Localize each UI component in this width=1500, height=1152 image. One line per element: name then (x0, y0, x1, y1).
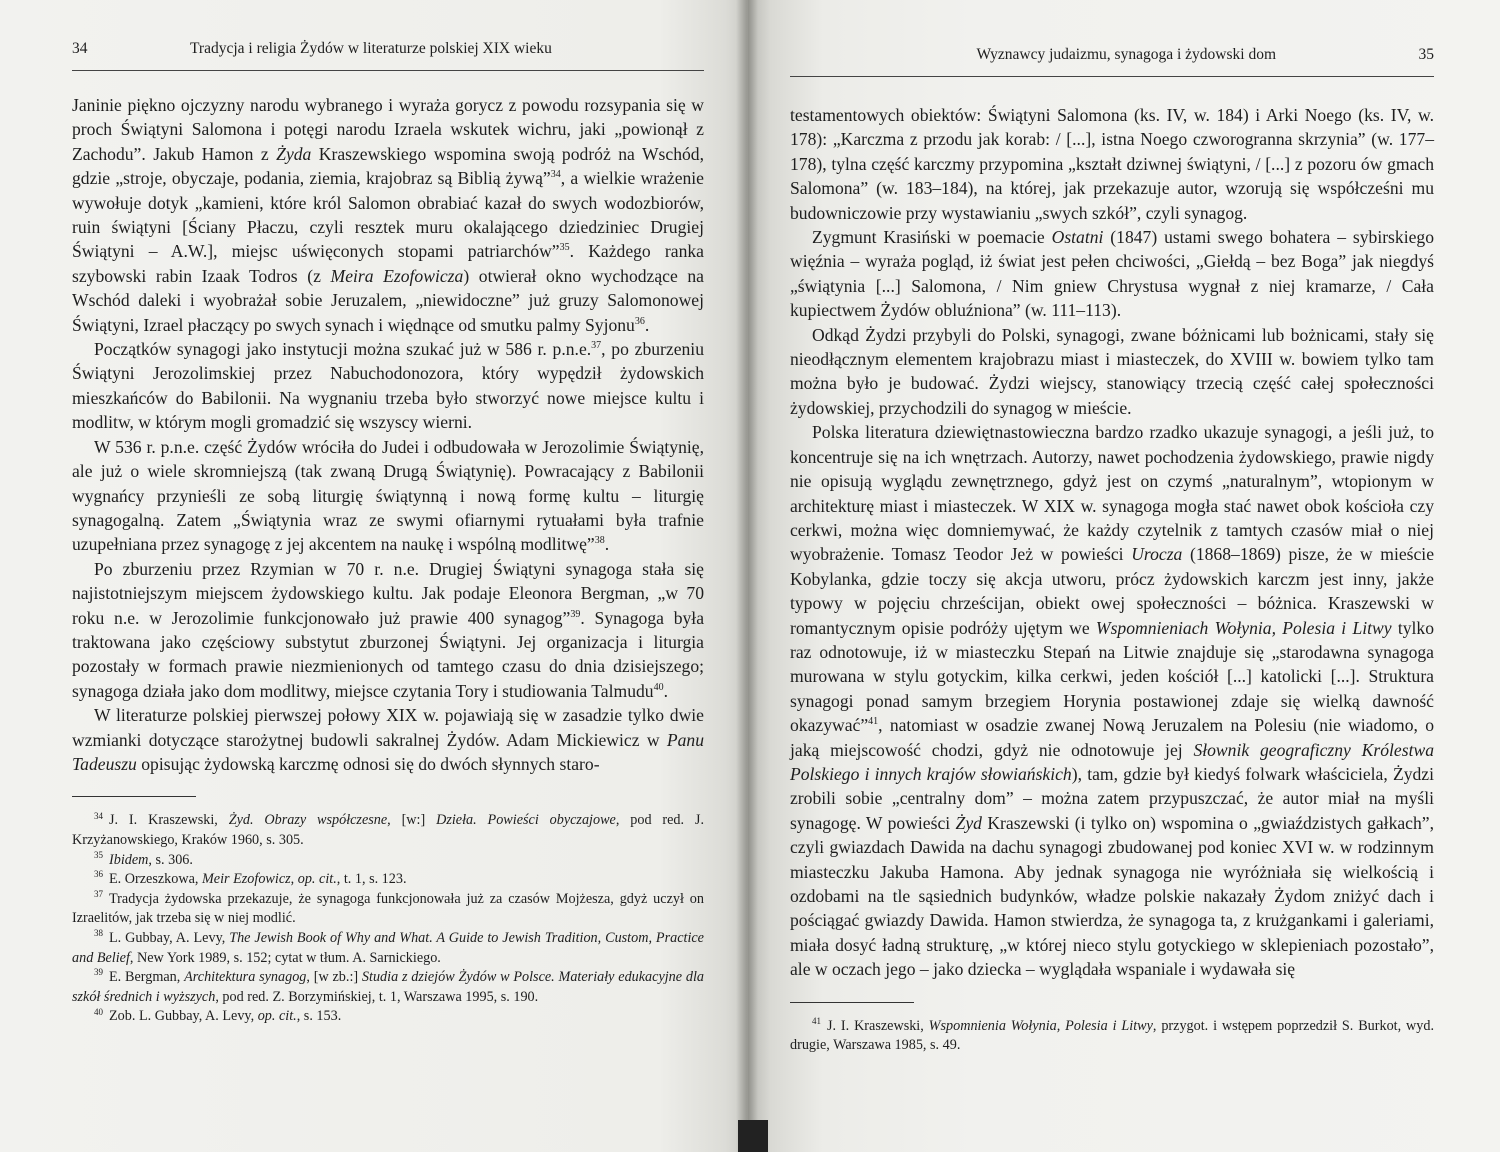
text-run: J. I. Kraszewski, (827, 1017, 929, 1034)
text-run: , przygot. i wstępem poprzedził S. Burkot, wyd. drugie, Warszawa 1985, s. 49. (790, 1017, 1435, 1054)
text-run: , [w:] (387, 812, 437, 829)
text-run: . Synagoga była traktowana jako częściowy substytut zburzonej Świątyni. Jej organizacja i liturgia pozostały w formach prawie niezmienionych od tamtego czasu do dnia dzisiejszego; synagoga działa jako dom modlitwy, miejsce czytania Tory i studiowania Talmudu (72, 607, 705, 701)
footnote-marker: 39 (94, 967, 103, 978)
text-run: , s. 153. (296, 1008, 342, 1025)
footnote (72, 929, 704, 968)
italic-title: Ibidem (109, 851, 149, 868)
italic-title: Żyda (276, 143, 312, 164)
paragraph (790, 420, 1434, 981)
footnote-marker: 36 (634, 315, 645, 327)
right-body-text (790, 103, 1434, 982)
footnote-marker: 37 (591, 340, 602, 352)
text-run: . (663, 680, 668, 701)
text-run: ), tam, gdzie był kiedyś folwark właściciela, Żydzi zrobili sobie „centralny dom” – można zatem przypuszczać, że autor miał na myśli synagogę. W powieści (790, 763, 1434, 833)
footnote (72, 851, 704, 871)
italic-title: Studia z dziejów Żydów w Polsce. Materiały edukacyjne dla szkół średnich i wyższych (72, 969, 704, 1005)
text-run: Tradycja żydowska przekazuje, że synagoga funkcjonowała już za czasów Mojżesza, gdyż uczył on Izraelitów, jak trzeba się w niej modlić. (72, 890, 704, 927)
left-running-head: Tradycja i religia Żydów w literaturze polskiej XIX wieku (190, 40, 552, 57)
text-run: , t. 1, s. 123. (336, 871, 407, 888)
text-run: Odkąd Żydzi przybyli do Polski, synagogi, zwane bóżnicami lub bożnicami, stały się nieodłącznym elementem krajobrazu miast i miasteczek, do XVIII w. bowiem tylko tam można było je budować. Żydzi wiejscy, stanowiący trzecią część całej społeczności żydowskiej, przychodzili do synagog w mieście. (790, 324, 1434, 418)
paragraph (790, 103, 1434, 225)
footnote-marker: 34 (550, 169, 561, 181)
right-footnotes (790, 1017, 1434, 1056)
text-run: W literaturze polskiej pierwszej połowy XIX w. pojawiają się w zasadzie tylko dwie wzmianki dotyczące starożytnej budowli sakralnej Żydów. Adam Mickiewicz w (72, 705, 704, 750)
italic-title: Wspomnieniach Wołynia, Polesia i Litwy (1095, 617, 1392, 638)
italic-title: Architektura synagog (184, 969, 307, 986)
footnote-marker: 41 (868, 716, 879, 728)
text-run: L. Gubbay, A. Levy, (109, 929, 230, 946)
text-run: (1847) ustami swego bohatera – sybirskiego więźnia – wyraża pogląd, iż świat jest pełen chciwości, „Giełdą – bez Boga” jak niegdyś „świątynia [...] Salomona, / Nim gniew Chrystusa wygnał z niej kramarze, / Cała kupiectwem Żydów obluźniona” (w. 111–113). (790, 227, 1434, 321)
paragraph (72, 337, 704, 435)
right-page (748, 0, 1500, 1152)
right-page-header (790, 46, 1434, 77)
italic-title: Urocza (1131, 544, 1183, 565)
text-run: E. Bergman, (109, 969, 185, 986)
text-run: Zygmunt Krasiński w poemacie (812, 227, 1052, 248)
italic-title: op. cit. (297, 871, 337, 888)
paragraph (72, 557, 704, 703)
text-run: opisując żydowską karczmę odnosi się do dwóch słynnych staro- (136, 753, 600, 774)
italic-title: The Jewish Book of Why and What. A Guide to Jewish Tradition, Custom, Practice and Belief (72, 929, 704, 966)
footnote-marker: 41 (812, 1015, 821, 1026)
footnote (790, 1017, 1434, 1056)
text-run: Kraszewski (i tylko on) wspomina o „gwiaździstych gałkach”, czyli gwiazdach Dawida na dachu synagogi zbudowanej pod koniec XVI w. w rodzinnym miasteczku Jakuba Hamona. Aby jednak synagoga nie wyróżniała się wielkością i ozdobami na tle sąsiednich budynków, władze polskie nakazały Żydom zniżyć dach i pościągać gwiazdy Dawida. Hamon stwierdza, że synagoga ta, z krużgankami i galeriami, miała dosyć ładną strukturę, „w której nieco stylu gotyckiego w sklepieniach pozostało”, ale w oczach jego – jako dziecka – wyglądała wspaniale i wydawała się (790, 812, 1434, 980)
footnote-marker: 38 (594, 535, 605, 547)
left-page-header (72, 40, 704, 71)
paragraph (72, 93, 704, 337)
footnote-marker: 38 (94, 928, 103, 939)
paragraph (790, 225, 1434, 323)
right-page-number: 35 (1418, 46, 1434, 63)
text-run: Janinie piękno ojczyzny narodu wybranego i wyraża gorycz z powodu rozsypania się w proch Świątyni Salomona i potęgi narodu Izraela wskutek wichru, jaki „powionął z Zachodu”. Jakub Hamon z (72, 95, 704, 164)
footnote-marker: 35 (559, 242, 570, 254)
left-body-text (72, 93, 704, 776)
italic-title: Ostatni (1051, 227, 1104, 248)
text-run: , pod red. Z. Borzymińskiej, t. 1, Warszawa 1995, s. 190. (215, 988, 539, 1005)
footnote-marker: 39 (570, 608, 581, 620)
right-footnote-rule (790, 1002, 914, 1003)
text-run: Zob. L. Gubbay, A. Levy, (109, 1008, 258, 1025)
text-run: , natomiast w osadzie zwanej Nową Jeruzalem na Polesiu (nie wiadomo, o jaką miejscowość chodzi, gdyż nie odnotowuje jej (790, 715, 1434, 760)
italic-title: op. cit. (257, 1008, 297, 1025)
paragraph (790, 323, 1434, 421)
text-run: , (290, 871, 298, 888)
italic-title: Meir Ezofowicz (201, 871, 291, 888)
text-run: , po zburzeniu Świątyni Jerozolimskiej przez Nabuchodonozora, który wypędził żydowskich mieszkańców do Babilonii. Na wygnaniu trzeba było stworzyć nowe miejsce kultu i modlitw, w którym mogli gromadzić się wszyscy wierni. (72, 339, 704, 433)
italic-title: Panu Tadeuszu (72, 729, 704, 774)
left-page (0, 0, 748, 1152)
left-footnotes (72, 811, 704, 1027)
book-gutter-shadow (736, 0, 758, 1152)
italic-title: Wspomnienia Wołynia, Polesia i Litwy (928, 1017, 1153, 1034)
left-page-number: 34 (72, 40, 88, 57)
italic-title: Żyd. Obrazy współczesne (228, 812, 388, 829)
footnote-marker: 40 (94, 1006, 103, 1017)
text-run: W 536 r. p.n.e. część Żydów wróciła do Judei i odbudowała w Jerozolimie Świątynię, ale już o wiele skromniejszą (tak zwaną Drugą Świątynię). Powracający z Babilonii wygnańcy przynieśli ze sobą liturgię świątynną i nową formę kultu – liturgię synagogalną. Zatem „Świątynia wraz ze swymi ofiarnymi rytuałami była trafnie uzupełniana przez synagogę z jej akcentem na naukę i wspólną modlitwę” (72, 436, 704, 555)
footnote (72, 811, 704, 850)
footnote (72, 890, 704, 929)
text-run: Początków synagogi jako instytucji można szukać już w 586 r. p.n.e. (94, 339, 592, 360)
text-run: Kraszewskiego wspomina swoją podróż na Wschód, gdzie „stroje, obyczaje, podania, ziemia, krajobraz są Biblią żywą” (72, 143, 704, 189)
footnote (72, 968, 704, 1007)
footnote-marker: 40 (653, 681, 664, 693)
right-running-head: Wyznawcy judaizmu, synagoga i żydowski dom (976, 46, 1276, 63)
footnote (72, 870, 704, 890)
text-run: testamentowych obiektów: Świątyni Salomona (ks. IV, w. 184) i Arki Noego (ks. IV, w. 178): „Karczma z przodu jak korab: / [...], istna Noego czworogranna skrzynia” (w. 177–178), tylna część karczmy przypomina „kształt dziwnej świątyni, / [...] z pozoru ów gmach Salomona” (w. 183–184), na której, jak przekazuje autor, wzorują się współcześni mu budowniczowie przy wystawianiu „swych szkół”, czyli synagog. (790, 105, 1434, 223)
text-run: . (644, 314, 650, 335)
footnote-marker: 34 (94, 810, 103, 821)
text-run: , a wielkie wrażenie wywołuje dotyk „kamieni, które król Salomon obrabiać kazał do swych wodozbiorów, ruin świątyni [Ściany Płaczu, czyli resztek muru okalającego dziedziniec Drugiej Świątyni – A.W.], miejsc uświęconych stopami patriarchów” (72, 168, 704, 262)
italic-title: Dzieła. Powieści obyczajowe (436, 812, 616, 829)
text-run: , New York 1989, s. 152; cytat w tłum. A. Sarnickiego. (129, 949, 441, 966)
text-run: , pod red. J. Krzyżanowskiego, Kraków 1960, s. 305. (72, 812, 705, 848)
footnote (72, 1007, 704, 1027)
book-spine (738, 1120, 768, 1152)
paragraph (72, 435, 704, 557)
paragraph (72, 703, 704, 776)
text-run: tylko raz odnotowuje, iż w miasteczku Stepań na Litwie znajduje się „starodawna synagoga murowana w stylu gotyckim, kilka cerkwi, jeden kościół [...] katolicki [...]. Struktura synagogi ponad samym brzegiem Horynia postawionej zdaje się wielką dawność okazywać” (790, 617, 1434, 736)
italic-title: Meira Ezofowicza (330, 265, 464, 286)
footnote-marker: 37 (94, 889, 103, 900)
left-footnote-rule (72, 796, 196, 797)
footnote-marker: 36 (94, 869, 103, 880)
italic-title: Żyd (955, 812, 982, 833)
text-run: . Każdego ranka szybowski rabin Izaak Todros (z (72, 241, 704, 286)
text-run: (1868–1869) pisze, że w mieście Kobylanka, gdzie toczy się akcja utworu, prócz żydowskich karczm jest inny, jakże typowy w pojęciu chrześcijan, obiekt owej społeczności – bóżnica. Kraszewski w romantycznym opisie podróży ujętym we (790, 544, 1434, 638)
text-run: Polska literatura dziewiętnastowieczna bardzo rzadko ukazuje synagogi, a jeśli już, to koncentruje się na ich wnętrzach. Autorzy, nawet pochodzenia żydowskiego, prawie nigdy nie opisują wyglądu zewnętrznego, gdyż jest on czymś „naturalnym”, wtopionym w architekturę miast i miasteczek. W XIX w. synagoga mogła stać nawet obok kościoła czy cerkwi, można więc domniemywać, że każdy czytelnik z tamtych czasów miał o niej wyobrażenie. Tomasz Teodor Jeż w powieści (790, 422, 1434, 565)
text-run: J. I. Kraszewski, (109, 812, 229, 829)
text-run: , s. 306. (148, 851, 193, 868)
text-run: . (604, 534, 610, 555)
text-run: ) otwierał okno wychodzące na Wschód daleki i wyobrażał sobie Jeruzalem, „niewidoczne” już gruzy Salomonowej Świątyni, Izrael płaczący po swych synach i więdnące od smutku palmy Syjonu (72, 265, 704, 335)
text-run: Po zburzeniu przez Rzymian w 70 r. n.e. Drugiej Świątyni synagoga stała się najistotniejszym miejscem żydowskiego kultu. Jak podaje Eleonora Bergman, „w 70 roku n.e. w Jerozolimie funkcjonowało już prawie 400 synagog” (72, 558, 704, 628)
italic-title: Słownik geograficzny Królestwa Polskiego i innych krajów słowiańskich (790, 739, 1434, 784)
text-run: , [w zb.:] (306, 969, 362, 986)
text-run: E. Orzeszkowa, (109, 871, 202, 888)
footnote-marker: 35 (94, 849, 103, 860)
